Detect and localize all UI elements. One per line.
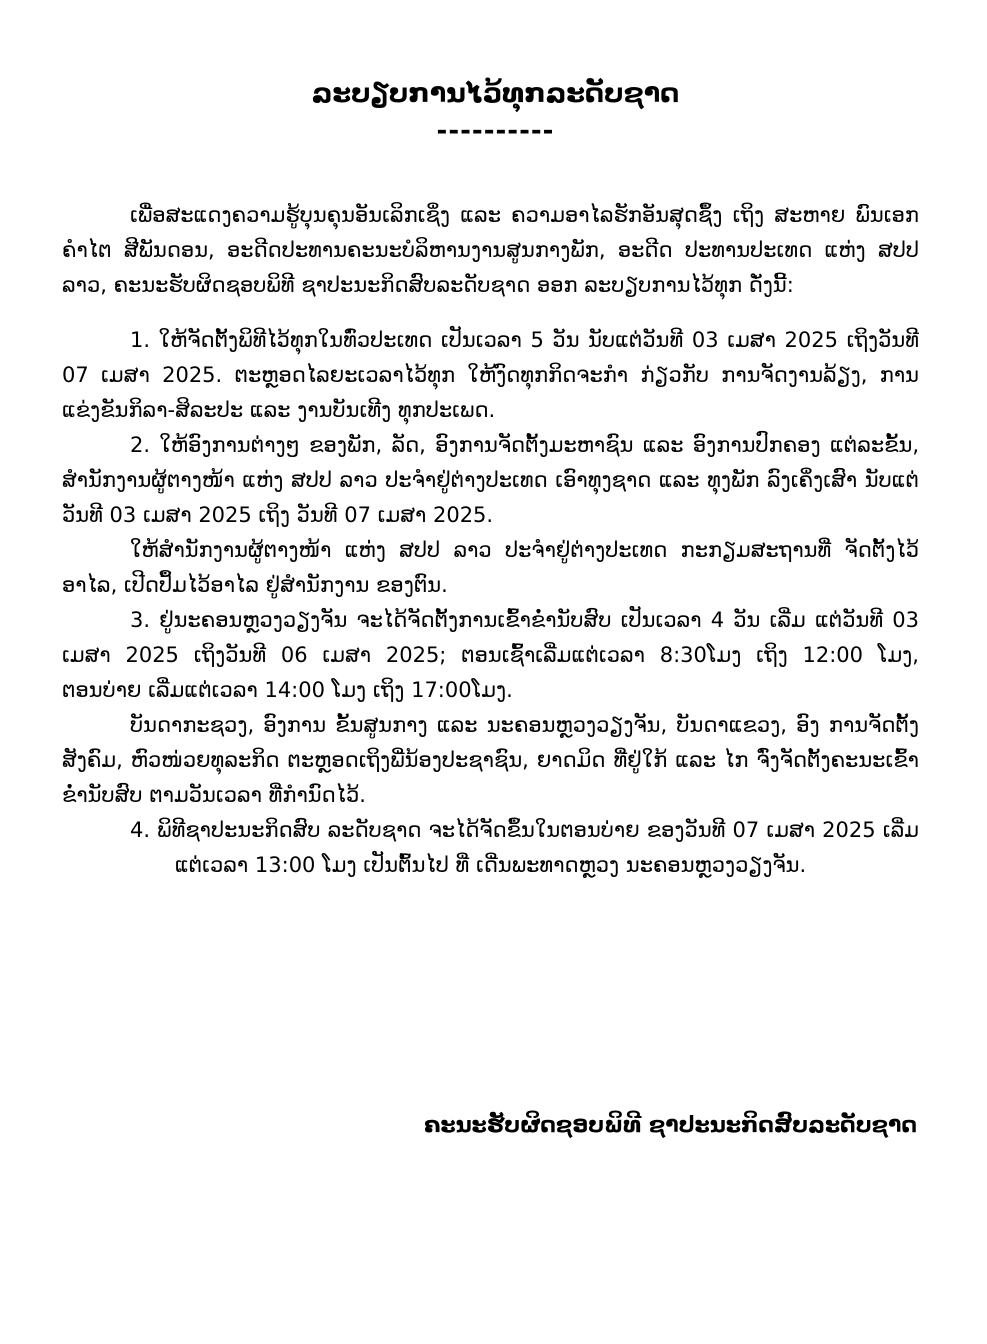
document-title: ລະບຽບການໄວ້ທຸກລະດັບຊາດ xyxy=(311,78,680,109)
item-3-paragraph: 3. ຢູ່ນະຄອນຫຼວງວຽງຈັນ ຈະໄດ້ຈັດຕັ້ງການເຂົ້າຂໍ່ານັບສົບ ເປັນເວລາ 4 ວັນ ເລີ່ມ ແຕ່ວັນທີ 03 ເມສາ 2025 ເຖິງວັນທີ 06 ເມສາ 2025; ຕອນເຊົ້າເລີ່ມແຕ່ເວລາ 8:30ໂມງ ເຖິງ 12:00 ໂມງ, ຕອນບ່າຍ ເລີ່ມແຕ່ເວລາ 14:00 ໂມງ ເຖິງ 17:00ໂມງ. xyxy=(62,608,919,702)
signature-line: ຄະນະຮັບຜິດຊອບພິທີ ຊາປະນະກິດສົບລະດັບຊາດ xyxy=(423,1113,917,1138)
item-1-paragraph: 1. ໃຫ້ຈັດຕັ້ງພິທີໄວ້ທຸກໃນທົ່ວປະເທດ ເປັນເວລາ 5 ວັນ ນັບແຕ່ວັນທີ 03 ເມສາ 2025 ເຖິງວັນທີ 07 ເມສາ 2025. ຕະຫຼອດໄລຍະເວລາໄວ້ທຸກ ໃຫ້ງົດທຸກກິດຈະກຳ ກ່ຽວກັບ ການຈັດງານລ້ຽງ, ການແຂ່ງຂັນກິລາ-ສິລະປະ ແລະ ງານບັນເທີງ ທຸກປະເພດ. xyxy=(62,328,919,422)
item-3-sub-paragraph: ບັນດາກະຊວງ, ອົງການ ຂັ້ນສູນກາງ ແລະ ນະຄອນຫຼວງວຽງຈັນ, ບັນດາແຂວງ, ອົງ ການຈັດຕັ້ງສັງຄົມ, ຫົວໜ່ວຍທຸລະກິດ ຕະຫຼອດເຖິງພີ່ນ້ອງປະຊາຊົນ, ຍາດມິດ ທີ່ຢູ່ໃກ້ ແລະ ໄກ ຈົ່ງຈັດຕັ້ງຄະນະເຂົ້າຂໍ່ານັບສົບ ຕາມວັນເວລາ ທີ່ກຳນົດໄວ້. xyxy=(62,713,919,807)
item-4-paragraph: 4. ພິທີຊາປະນະກິດສົບ ລະດັບຊາດ ຈະໄດ້ຈັດຂຶ້ນໃນຕອນບ່າຍ ຂອງວັນທີ 07 ເມສາ 2025 ເລີ່ມແຕ່ເວລາ 13:00 ໂມງ ເປັນຕົ້ນໄປ ທີ່ ເດີ່ນພະທາດຫຼວງ ນະຄອນຫຼວງວຽງຈັນ. xyxy=(130,818,919,877)
title-divider: ---------- xyxy=(436,116,555,146)
intro-paragraph: ເພື່ອສະແດງຄວາມຮູ້ບຸນຄຸນອັນເລິກເຊິ່ງ ແລະ ຄວາມອາໄລຮັກອັນສຸດຊຶ້ງ ເຖິງ ສະຫາຍ ພົນເອກ ຄຳໄຕ ສີພັນດອນ, ອະດີດປະທານຄະນະບໍລິຫານງານສູນກາງພັກ, ອະດີດ ປະທານປະເທດ ແຫ່ງ ສປປ ລາວ, ຄະນະຮັບຜິດຊອບພິທີ ຊາປະນະກິດສົບລະດັບຊາດ ອອກ ລະບຽບການໄວ້ທຸກ ດັ່ງນີ້: xyxy=(62,203,919,297)
item-2-paragraph: 2. ໃຫ້ອົງການຕ່າງໆ ຂອງພັກ, ລັດ, ອົງການຈັດຕັ້ງມະຫາຊົນ ແລະ ອົງການປົກຄອງ ແຕ່ລະຂັ້ນ, ສຳນັກງານຜູ້ຕາງໜ້າ ແຫ່ງ ສປປ ລາວ ປະຈຳຢູ່ຕ່າງປະເທດ ເອົາທຸງຊາດ ແລະ ທຸງພັກ ລົງເຄິ່ງເສົາ ນັບແຕ່ວັນທີ 03 ເມສາ 2025 ເຖິງ ວັນທີ 07 ເມສາ 2025. xyxy=(62,433,919,527)
item-2-sub-paragraph: ໃຫ້ສຳນັກງານຜູ້ຕາງໜ້າ ແຫ່ງ ສປປ ລາວ ປະຈຳຢູ່ຕ່າງປະເທດ ກະກຽມສະຖານທີ່ ຈັດຕັ້ງໄວ້ອາໄລ, ເປີດປຶ້ມໄວ້ອາໄລ ຢູ່ສຳນັກງານ ຂອງຕົນ. xyxy=(62,538,919,597)
